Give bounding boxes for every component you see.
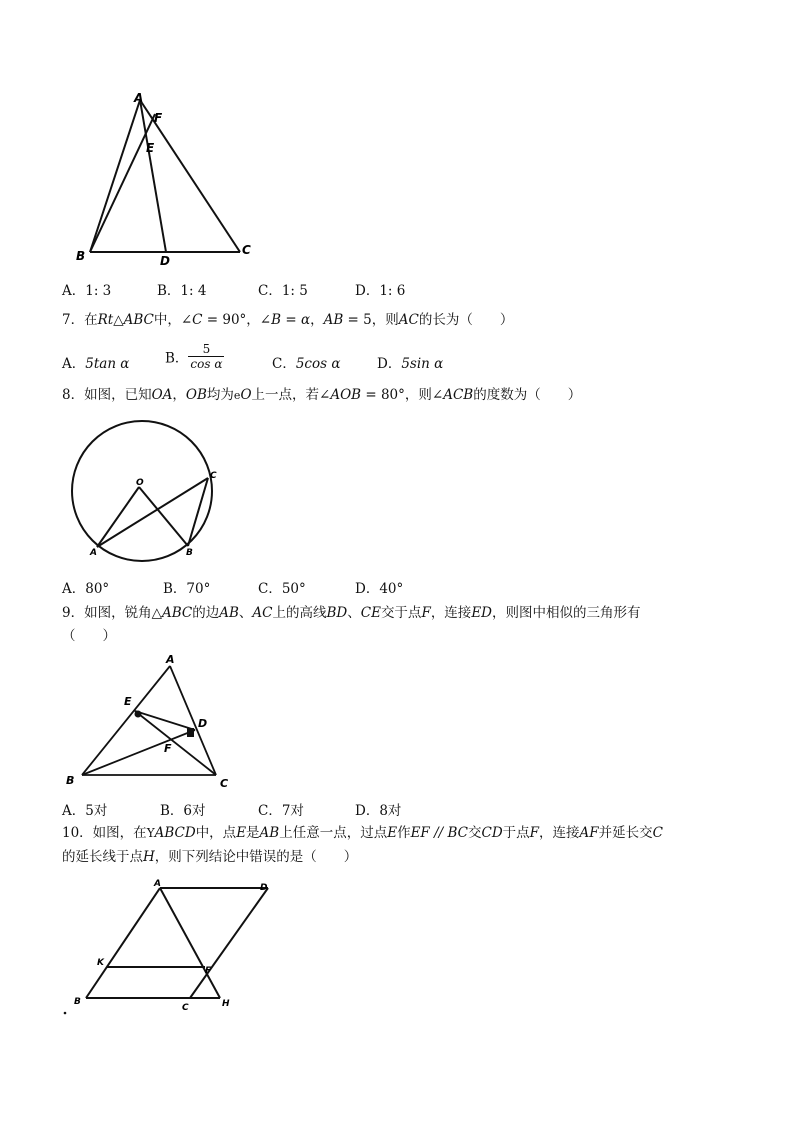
q10-text: 并延长交	[598, 825, 653, 841]
q7-text: △	[113, 312, 124, 328]
label-D: D	[160, 254, 170, 268]
q10-text: ，连接	[539, 825, 580, 841]
q7-var: B	[271, 312, 282, 328]
q9-var: BD	[326, 605, 348, 621]
figure-q9-triangle	[60, 650, 240, 792]
label-C: C	[242, 243, 251, 257]
q10-var: EF	[410, 825, 430, 841]
q8-text: 的度数为（ ）	[473, 387, 582, 403]
q10-parallelogram-symbol: Y	[146, 826, 155, 840]
label-D: D	[198, 717, 208, 730]
label-F: F	[164, 742, 172, 755]
q7-var: C	[192, 312, 203, 328]
label-B: B	[66, 774, 75, 787]
q9-text: ，则图中相似的三角形有	[492, 605, 641, 621]
q7-text: 中，∠	[153, 312, 193, 328]
q8-option-b[interactable]: B．70°	[163, 581, 211, 597]
q9-text: 的边	[192, 605, 220, 621]
q9-text: 交于点	[380, 605, 422, 621]
q10-text: 上任意一点，过点	[279, 825, 388, 841]
q10-var: C	[652, 825, 664, 841]
q9-option-b[interactable]: B．6对	[160, 803, 206, 819]
label-O: O	[136, 478, 144, 488]
q7-text: ，	[310, 312, 324, 328]
q9-text: 、	[347, 605, 361, 621]
label-B: B	[76, 249, 86, 263]
q7-var: ABC	[123, 312, 154, 328]
label-A: A	[90, 548, 97, 558]
q9-var: CE	[360, 605, 381, 621]
q7-text: 7．在	[62, 312, 98, 328]
q7-var: AC	[398, 312, 419, 328]
label-F: F	[154, 111, 163, 125]
q10-text: //	[429, 825, 448, 841]
q10-stem-line1	[62, 824, 663, 842]
q9-option-a[interactable]: A．5对	[62, 803, 108, 819]
q10-var: E	[387, 825, 398, 841]
q8-text: 上一点，若∠	[251, 387, 331, 403]
q8-circle-symbol: e	[233, 389, 241, 402]
q6-option-d[interactable]: D．1: 6	[355, 283, 406, 299]
q7-option-c[interactable]	[272, 352, 340, 372]
q9-var: ABC	[161, 605, 193, 621]
q9-var: ED	[471, 605, 492, 621]
q9-text: 9．如图，锐角	[62, 605, 152, 621]
label-E: E	[124, 695, 132, 708]
q10-var: AB	[259, 825, 280, 841]
q7-option-c-label: C．	[272, 356, 296, 372]
q6-option-c[interactable]: C．1: 5	[258, 283, 308, 299]
q10-var: F	[529, 825, 540, 841]
q7-var: AB	[323, 312, 344, 328]
q7-option-b-fraction	[188, 342, 224, 371]
q7-option-b-label: B．	[165, 350, 189, 367]
figure-q6-triangle	[60, 88, 280, 270]
q7-option-a-label: A．	[62, 356, 86, 372]
q8-var: AOB	[330, 387, 362, 403]
q7-text: =	[281, 312, 301, 328]
label-A: A	[166, 653, 175, 666]
q8-option-c[interactable]: C．50°	[258, 581, 306, 597]
q10-text: 作	[397, 825, 411, 841]
q8-text: 8．如图，已知	[62, 387, 152, 403]
label-F: F	[205, 966, 212, 976]
q7-var: α	[300, 312, 311, 328]
q10-text: 10．如图，在	[62, 825, 147, 841]
q7-text: = 90°，∠	[202, 312, 272, 328]
q7-var: Rt	[97, 312, 114, 328]
q7-option-c-value: 5cos α	[295, 356, 341, 372]
q10-text: 是	[246, 825, 260, 841]
q10-var: H	[143, 849, 155, 865]
q10-var: E	[236, 825, 247, 841]
label-B: B	[74, 997, 81, 1007]
q6-option-a[interactable]: A．1: 3	[62, 283, 112, 299]
q9-text: 、	[238, 605, 253, 621]
q10-var: ABCD	[154, 825, 196, 841]
q8-text: 均为	[206, 387, 234, 403]
q7-option-d-value: 5sin α	[401, 356, 444, 372]
q9-text: ，连接	[430, 605, 472, 621]
q8-var: O	[240, 387, 252, 403]
label-C: C	[210, 471, 217, 481]
label-D: D	[260, 883, 268, 893]
label-A: A	[134, 91, 144, 105]
q7-option-a-value: 5tan α	[85, 356, 130, 372]
figure-q8-circle	[60, 412, 230, 572]
q9-var: AC	[252, 605, 273, 621]
q10-stem-line2	[62, 848, 357, 866]
q8-option-d[interactable]: D．40°	[355, 581, 404, 597]
label-H: H	[222, 999, 230, 1009]
label-K: K	[97, 958, 104, 968]
figure-q10-parallelogram	[60, 876, 280, 1026]
q10-var: CD	[481, 825, 503, 841]
q9-option-d[interactable]: D．8对	[355, 803, 402, 819]
q10-var: BC	[447, 825, 469, 841]
q10-text: 的延长线于点	[62, 849, 143, 865]
q7-text: = 5，则	[343, 312, 399, 328]
q7-stem	[62, 311, 513, 329]
q6-option-b[interactable]: B．1: 4	[157, 283, 207, 299]
label-C: C	[182, 1003, 189, 1013]
q9-text: △	[151, 605, 162, 621]
q7-option-d-label: D．	[377, 356, 402, 372]
q8-stem	[62, 386, 581, 405]
q9-var: F	[421, 605, 431, 621]
q10-text: 于点	[502, 825, 530, 841]
q10-text: ，则下列结论中错误的是（ ）	[154, 849, 358, 865]
q7-option-a[interactable]	[62, 352, 129, 372]
q8-var: OB	[185, 387, 207, 403]
q8-var: ACB	[443, 387, 474, 403]
label-C: C	[220, 777, 229, 790]
q9-text: 上的高线	[272, 605, 327, 621]
q9-var: AB	[219, 605, 239, 621]
q8-option-a[interactable]: A．80°	[62, 581, 110, 597]
q7-text: 的长为（ ）	[418, 312, 514, 328]
fraction-denominator: cos α	[190, 357, 223, 371]
q10-text: 交	[468, 825, 482, 841]
label-E: E	[146, 141, 155, 155]
q10-var: AF	[579, 825, 599, 841]
q10-text: 中，点	[195, 825, 237, 841]
fraction-numerator: 5	[188, 342, 224, 357]
q7-option-b[interactable]	[165, 342, 224, 371]
q9-stem-line2: （ ）	[62, 628, 116, 644]
label-A: A	[154, 879, 161, 889]
q8-var: OA	[151, 387, 173, 403]
q9-option-c[interactable]: C．7对	[258, 803, 304, 819]
q8-text: = 80°，则∠	[361, 387, 444, 403]
label-B: B	[186, 548, 193, 558]
q8-text: ，	[172, 387, 186, 403]
q9-stem-line1	[62, 604, 641, 622]
q7-option-d[interactable]	[377, 352, 443, 372]
